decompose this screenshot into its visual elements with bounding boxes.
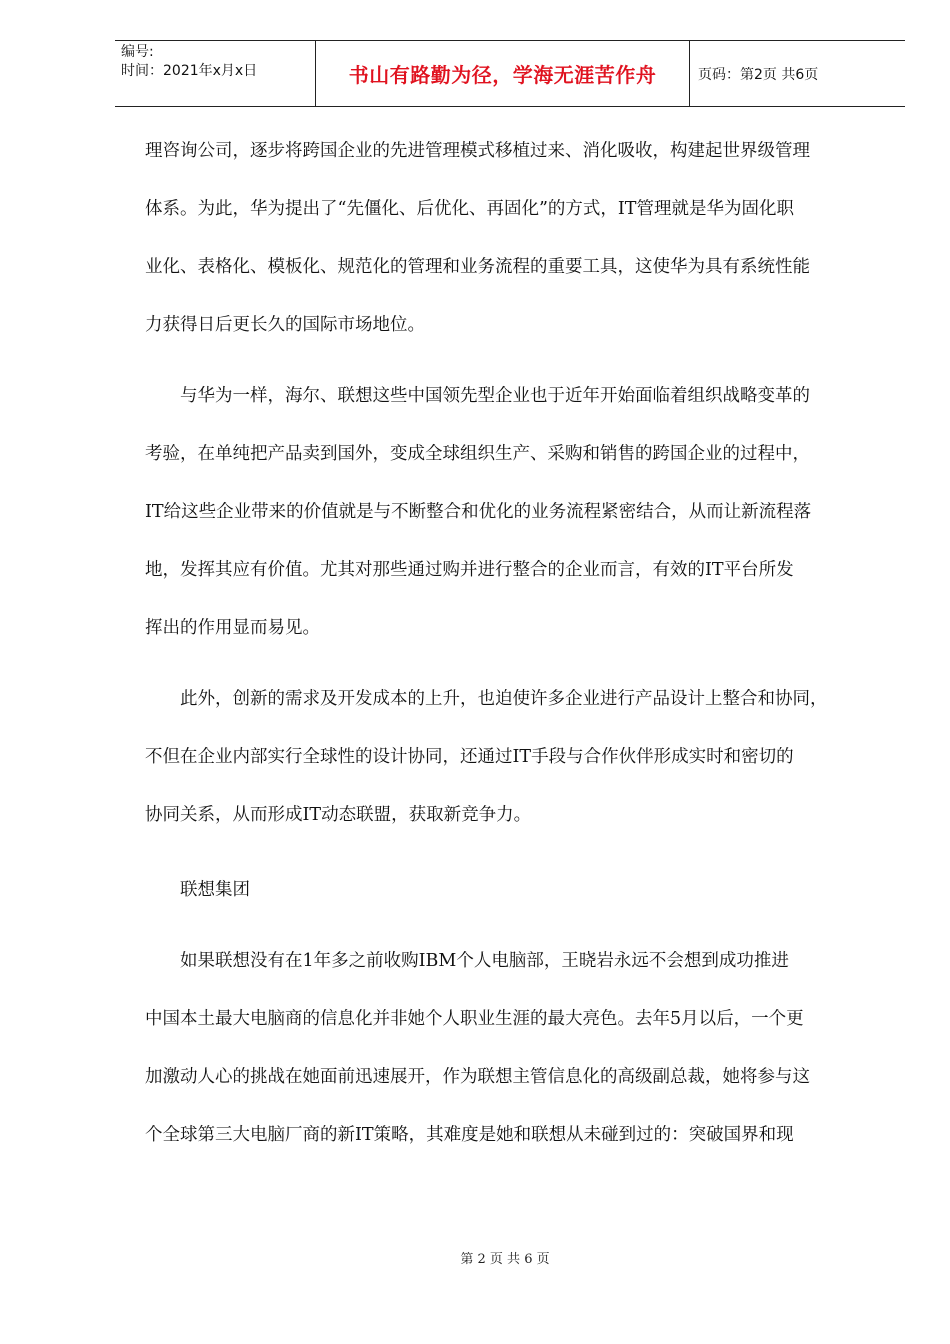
- body-line: 挥出的作用显而易见。: [145, 618, 320, 638]
- header-motto: 书山有路勤为径，学海无涯苦作舟: [316, 41, 690, 106]
- body-line: 协同关系，从而形成IT动态联盟，获取新竞争力。: [145, 805, 532, 825]
- body-line: 如果联想没有在1年多之前收购IBM个人电脑部，王晓岩永远不会想到成功推进: [180, 951, 789, 971]
- body-line: 中国本土最大电脑商的信息化并非她个人职业生涯的最大亮色。去年5月以后，一个更: [145, 1009, 804, 1029]
- body-line: 体系。为此，华为提出了“先僵化、后优化、再固化”的方式，IT管理就是华为固化职: [145, 199, 794, 219]
- body-line: 考验，在单纯把产品卖到国外，变成全球组织生产、采购和销售的跨国企业的过程中，: [145, 444, 810, 464]
- body-line: 与华为一样，海尔、联想这些中国领先型企业也于近年开始面临着组织战略变革的: [180, 386, 810, 406]
- body-line: 业化、表格化、模板化、规范化的管理和业务流程的重要工具，这使华为具有系统性能: [145, 257, 810, 277]
- header-page-info: 页码：第2页 共6页: [698, 66, 819, 83]
- page-footer: 第 2 页 共 6 页: [460, 1252, 550, 1267]
- body-line: 不但在企业内部实行全球性的设计协同，还通过IT手段与合作伙伴形成实时和密切的: [145, 747, 794, 767]
- body-line: 此外，创新的需求及开发成本的上升，也迫使许多企业进行产品设计上整合和协同，: [180, 689, 828, 709]
- document-header: [115, 40, 905, 107]
- body-line: 加激动人心的挑战在她面前迅速展开，作为联想主管信息化的高级副总裁，她将参与这: [145, 1067, 810, 1087]
- section-heading: 联想集团: [180, 880, 250, 900]
- body-line: IT给这些企业带来的价值就是与不断整合和优化的业务流程紧密结合，从而让新流程落: [145, 502, 812, 522]
- time-label: 时间：2021年x月x日: [121, 63, 258, 79]
- body-line: 理咨询公司，逐步将跨国企业的先进管理模式移植过来、消化吸收，构建起世界级管理: [145, 141, 810, 161]
- body-line: 力获得日后更长久的国际市场地位。: [145, 315, 425, 335]
- body-line: 个全球第三大电脑厂商的新IT策略，其难度是她和联想从未碰到过的：突破国界和现: [145, 1125, 794, 1145]
- header-meta: [115, 41, 316, 106]
- body-line: 地，发挥其应有价值。尤其对那些通过购并进行整合的企业而言，有效的IT平台所发: [145, 560, 794, 580]
- serial-number-label: 编号:: [121, 44, 154, 60]
